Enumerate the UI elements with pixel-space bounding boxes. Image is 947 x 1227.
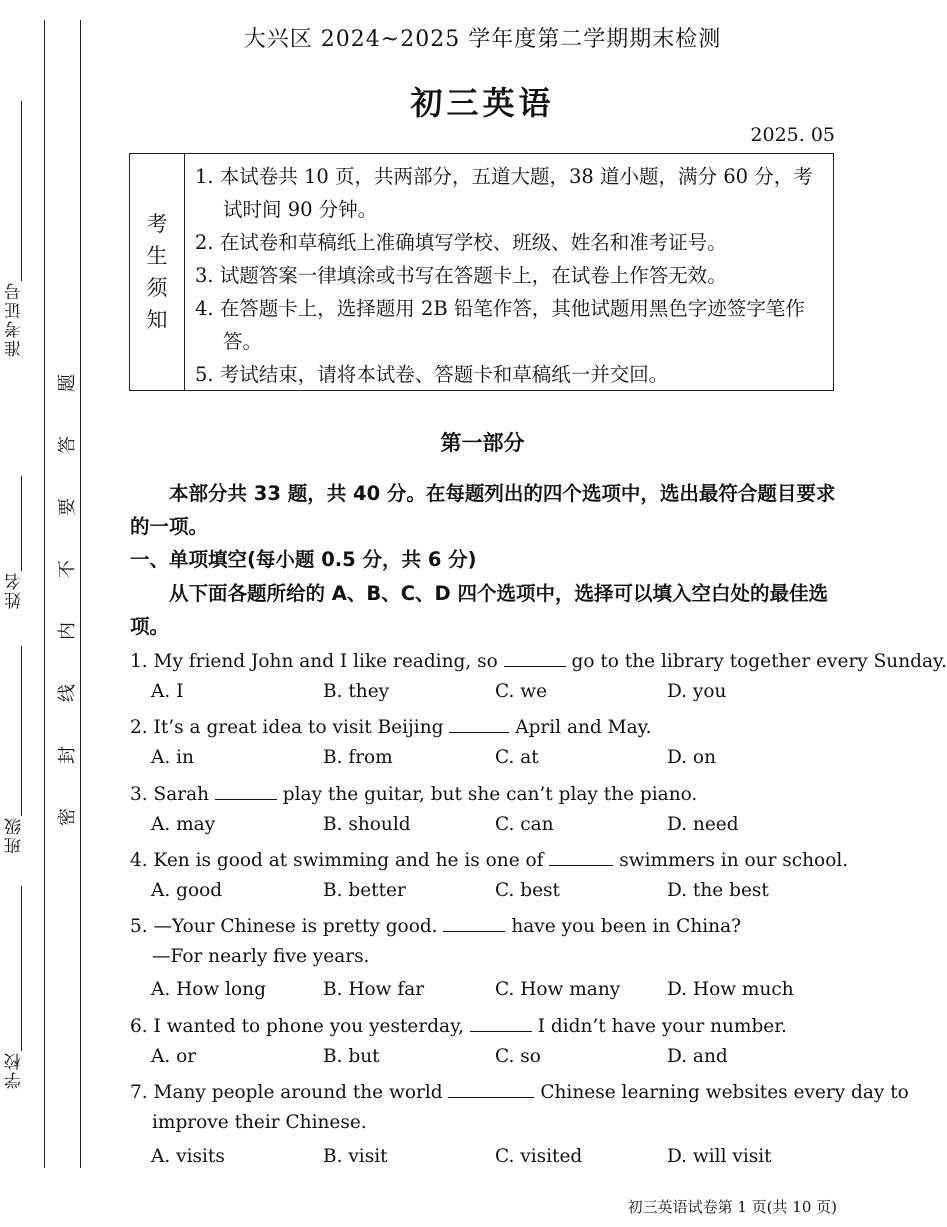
- exam-id-label: 准考证号: [5, 281, 25, 357]
- option: D. on: [667, 747, 716, 768]
- question-5: [130, 913, 840, 937]
- seal-char: 内: [57, 622, 78, 640]
- answer-blank: [449, 714, 509, 733]
- class-line: [21, 646, 22, 816]
- question-5-reply: [130, 946, 840, 967]
- exam-name: 大兴区 2024~2025 学年度第二学期期末检测: [243, 27, 722, 52]
- part-one-title: 第一部分: [440, 431, 525, 455]
- seal-char: 线: [57, 684, 78, 702]
- option: C. so: [495, 1046, 541, 1067]
- option: A. in: [151, 747, 194, 768]
- notice-item: 3. 试题答案一律填涂或书写在答题卡上，在试卷上作答无效。: [195, 264, 727, 287]
- question-text: 7. Many people around the world: [130, 1082, 449, 1103]
- option: D. need: [667, 814, 739, 835]
- option: C. at: [495, 747, 539, 768]
- notice-label-char: 须: [146, 276, 168, 300]
- question-7-cont: [130, 1112, 840, 1133]
- question-text: 2. It’s a great idea to visit Beijing: [130, 717, 450, 738]
- notice-items: [185, 154, 833, 390]
- option: C. best: [495, 880, 560, 901]
- answer-blank: [504, 648, 566, 667]
- option: D. How much: [667, 979, 794, 1000]
- notice-label-char: 考: [146, 212, 168, 236]
- question-1: [130, 648, 947, 672]
- margin-field-school: [2, 880, 27, 1089]
- page-footer: 初三英语试卷第 1 页(共 10 页): [627, 1198, 837, 1216]
- option: A. or: [151, 1046, 197, 1067]
- question-text: play the guitar, but she can’t play the piano.: [276, 784, 698, 805]
- option: A. How long: [151, 979, 266, 1000]
- options-7: [151, 1146, 841, 1167]
- option: B. but: [323, 1046, 380, 1067]
- part-one-intro: 本部分共 33 题，共 40 分。在每题列出的四个选项中，选出最符合题目要求的一项。: [130, 482, 836, 538]
- seal-char: 密: [57, 808, 78, 826]
- answer-blank: [549, 847, 613, 866]
- margin-line-outer: [44, 20, 45, 1168]
- seal-char: 不: [57, 560, 78, 578]
- option: B. better: [323, 880, 406, 901]
- exam-date: 2025. 05: [750, 124, 835, 146]
- option: C. How many: [495, 979, 621, 1000]
- notice-item: 1. 本试卷共 10 页，共两部分，五道大题，38 道小题，满分 60 分，考试时间 90 分钟。: [195, 165, 813, 221]
- option: A. may: [151, 814, 216, 835]
- options-4: [151, 880, 841, 901]
- question-text: have you been in China?: [505, 916, 742, 937]
- notice-label-char: 生: [146, 244, 168, 268]
- question-text: —For nearly five years.: [152, 946, 370, 967]
- option: D. and: [667, 1046, 728, 1067]
- name-line: [21, 476, 22, 571]
- notice-label: [130, 154, 185, 390]
- answer-blank: [470, 1013, 532, 1032]
- question-text: 4. Ken is good at swimming and he is one of: [130, 850, 550, 871]
- question-text: 6. I wanted to phone you yesterday,: [130, 1016, 470, 1037]
- name-label: 姓名: [5, 571, 25, 609]
- option: B. from: [323, 747, 393, 768]
- option: B. visit: [323, 1146, 388, 1167]
- section-one-title: 一、单项填空(每小题 0.5 分，共 6 分): [130, 548, 477, 571]
- option: B. How far: [323, 979, 425, 1000]
- notice-label-char: 知: [146, 308, 168, 332]
- notice-item: 5. 考试结束，请将本试卷、答题卡和草稿纸一并交回。: [195, 363, 669, 386]
- option: D. the best: [667, 880, 769, 901]
- option: C. we: [495, 681, 548, 702]
- class-label: 班级: [5, 816, 25, 854]
- margin-field-class: [2, 640, 27, 854]
- seal-char: 答: [57, 436, 78, 454]
- options-2: [151, 747, 841, 768]
- question-6: [130, 1013, 840, 1037]
- question-7: [130, 1079, 909, 1103]
- option: C. can: [495, 814, 554, 835]
- question-text: April and May.: [509, 717, 652, 738]
- section-one-instruction: 从下面各题所给的 A、B、C、D 四个选项中，选择可以填入空白处的最佳选项。: [130, 582, 829, 638]
- page-title: 初三英语: [410, 84, 555, 122]
- answer-blank: [215, 781, 277, 800]
- exam-id-line: [21, 101, 22, 281]
- margin-line-inner: [80, 20, 81, 1168]
- question-text: 1. My friend John and I like reading, so: [130, 651, 504, 672]
- option: B. should: [323, 814, 411, 835]
- option: D. you: [667, 681, 727, 702]
- question-text: swimmers in our school.: [613, 850, 849, 871]
- notice-item: 4. 在答题卡上，选择题用 2B 铅笔作答，其他试题用黑色字迹签字笔作答。: [195, 297, 805, 353]
- options-3: [151, 814, 841, 835]
- options-6: [151, 1046, 841, 1067]
- question-4: [130, 847, 849, 871]
- school-label: 学校: [5, 1051, 25, 1089]
- option: A. I: [151, 681, 184, 702]
- options-5: [151, 979, 841, 1000]
- option: A. visits: [151, 1146, 225, 1167]
- seal-char: 题: [57, 374, 78, 392]
- question-text: 3. Sarah: [130, 784, 215, 805]
- question-3: [130, 781, 840, 805]
- margin-field-name: [2, 470, 27, 609]
- option: C. visited: [495, 1146, 583, 1167]
- answer-blank: [448, 1079, 534, 1098]
- question-text: Chinese learning websites every day to: [534, 1082, 909, 1103]
- question-text: improve their Chinese.: [152, 1112, 367, 1133]
- question-text: go to the library together every Sunday.: [565, 651, 947, 672]
- question-2: [130, 714, 840, 738]
- seal-char: 封: [57, 746, 78, 764]
- seal-char: 要: [57, 498, 78, 516]
- question-text: 5. —Your Chinese is pretty good.: [130, 916, 444, 937]
- option: D. will visit: [667, 1146, 772, 1167]
- option: A. good: [151, 880, 223, 901]
- seal-line-text: [56, 370, 76, 830]
- options-1: [151, 681, 841, 702]
- notice-item: 2. 在试卷和草稿纸上准确填写学校、班级、姓名和准考证号。: [195, 231, 727, 254]
- question-text: I didn’t have your number.: [531, 1016, 787, 1037]
- school-line: [21, 886, 22, 1051]
- option: B. they: [323, 681, 390, 702]
- answer-blank: [443, 913, 505, 932]
- margin-field-exam-id: [2, 95, 27, 357]
- candidate-notice-box: [129, 153, 834, 391]
